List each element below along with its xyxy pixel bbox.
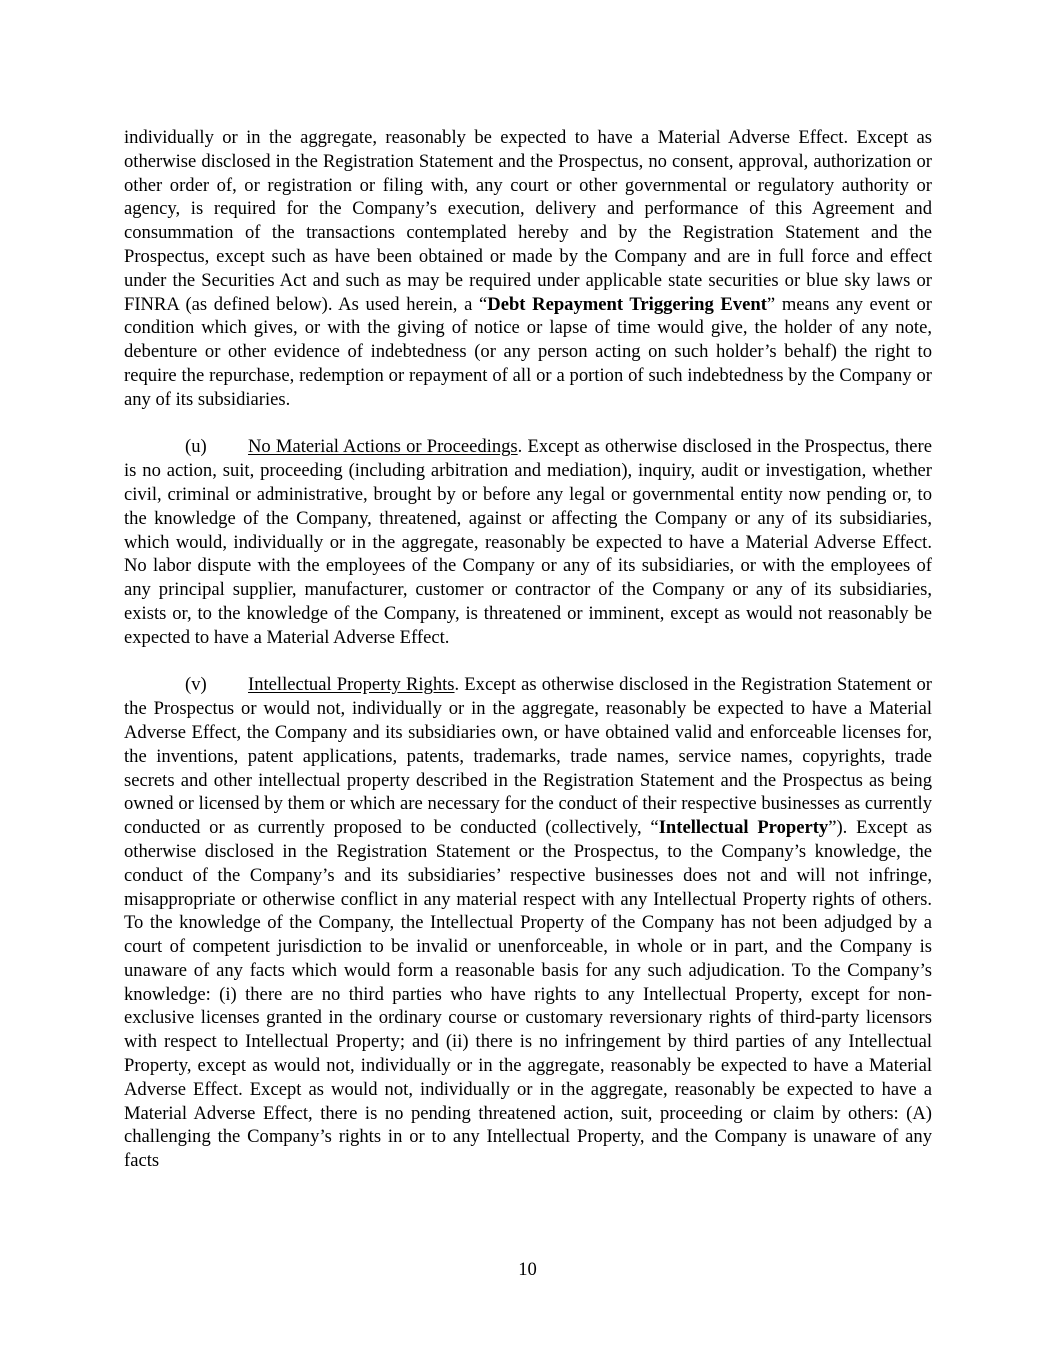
paragraph-text: individually or in the aggregate, reasonably be expected to have a Material Adverse Effect. Except as otherwise disclosed in the Registration Statement and the Prospectus, no consent, approval, authorization or other order of, or registration or filing with, any court or other governmental or regulatory authority or agency, is required for the Company’s execution, delivery and performance of this Agreement and consummation of the transactions contemplated hereby and by the Registration Statement and the Prospectus, except such as have been obtained or made by the Company and are in full force and effect under the Securities Act and such as may be required under applicable state securities or blue sky laws or FINRA (as defined below). As used herein, a “ [124, 127, 932, 315]
section-number-u: (u) [185, 436, 207, 458]
paragraph-text: . Except as otherwise disclosed in the Registration Statement or the Prospectus or would not, individually or in the aggregate, reasonably be expected to have a Material Adverse Effect, the Company and its subsidiaries own, or have obtained valid and enforceable licenses for, the inventions, patent applications, patents, trademarks, trade names, service names, copyrights, trade secrets and other intellectual property described in the Registration Statement and the Prospectus as being owned or licensed by them or which are necessary for the conduct of their respective businesses as currently conducted or as currently proposed to be conducted (collectively, “ [124, 674, 932, 839]
defined-term-intellectual-property: Intellectual Property [658, 817, 829, 839]
section-title-intellectual-property-rights: Intellectual Property Rights [248, 674, 455, 696]
document-body [124, 126, 932, 1173]
paragraph-text: ”). Except as otherwise disclosed in the Registration Statement or the Prospectus, to the Company’s knowledge, the conduct of the Company’s and its subsidiaries’ respective businesses does not and will not infringe, misappropriate or otherwise conflict in any material respect with any Intellectual Property rights of others. To the knowledge of the Company, the Intellectual Property of the Company has not been adjudged by a court of competent jurisdiction to be invalid or unenforceable, in whole or in part, and the Company is unaware of any facts which would form a reasonable basis for any such adjudication. To the Company’s knowledge: (i) there are no third parties who have rights to any Intellectual Property, except for non-exclusive licenses granted in the ordinary course or customary reversionary rights of third-party licensors with respect to Intellectual Property; and (ii) there is no infringement by third parties of any Intellectual Property, except as would not, individually or in the aggregate, reasonably be expected to have a Material Adverse Effect. Except as would not, individually or in the aggregate, reasonably be expected to have a Material Adverse Effect, there is no pending threatened action, suit, proceeding or claim by others: (A) challenging the Company’s rights in or to any Intellectual Property, and the Company is unaware of any facts [124, 817, 932, 1172]
paragraph-t-continued [124, 126, 932, 412]
paragraph-v [124, 673, 932, 1173]
section-title-no-material-actions: No Material Actions or Proceedings [248, 436, 518, 458]
paragraph-text: . Except as otherwise disclosed in the Prospectus, there is no action, suit, proceeding (including arbitration and mediation), inquiry, audit or investigation, whether civil, criminal or administrative, brought by or before any legal or governmental entity now pending or, to the knowledge of the Company, threatened, against or affecting the Company or any of its subsidiaries, which would, individually or in the aggregate, reasonably be expected to have a Material Adverse Effect. No labor dispute with the employees of the Company or any of its subsidiaries, or with the employees of any principal supplier, manufacturer, customer or contractor of the Company or any of its subsidiaries, exists or, to the knowledge of the Company, is threatened or imminent, except as would not reasonably be expected to have a Material Adverse Effect. [124, 436, 932, 648]
paragraph-text: ” means any event or condition which gives, or with the giving of notice or lapse of time would give, the holder of any note, debenture or other evidence of indebtedness (or any person acting on such holder’s behalf) the right to require the repurchase, redemption or repayment of all or a portion of such indebtedness by the Company or any of its subsidiaries. [124, 293, 932, 410]
paragraph-u [124, 435, 932, 649]
page-number: 10 [518, 1259, 537, 1280]
section-number-v: (v) [185, 674, 207, 696]
defined-term-debt-repayment-triggering-event: Debt Repayment Triggering Event [487, 293, 767, 315]
